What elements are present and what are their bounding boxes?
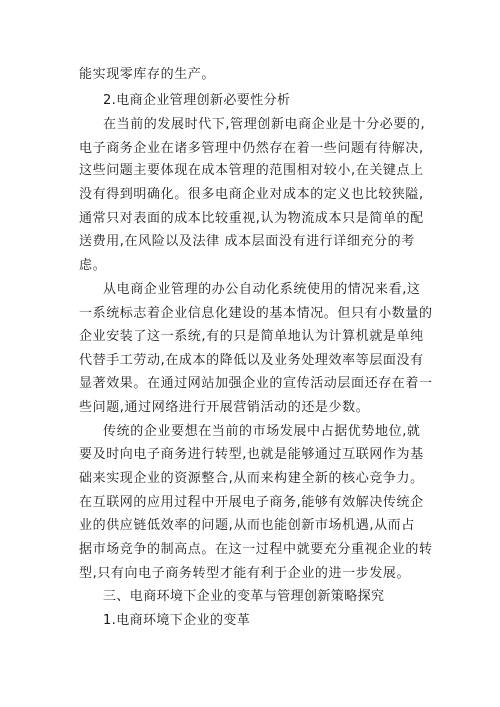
paragraph-line: 代替手工劳动,在成本的降低以及业务处理效率等层面没有 xyxy=(79,353,424,368)
paragraph-line: 一系统标志着企业信息化建设的基本情况。但只有小数量的 xyxy=(79,306,433,321)
paragraph-line: 这些问题主要体现在成本管理的范围相对较小,在关键点上 xyxy=(79,163,424,178)
paragraph-line: 电子商务企业在诸多管理中仍然存在着一些问题有待解决, xyxy=(79,141,424,156)
paragraph-line: 在当前的发展时代下,管理创新电商企业是十分必要的, xyxy=(103,117,426,132)
paragraph-line: 虑。 xyxy=(79,258,107,273)
paragraph-line: 要及时向电子商务进行转型,也就是能够通过互联网作为基 xyxy=(79,447,424,462)
section-heading: 1.电商环境下企业的变革 xyxy=(103,613,251,628)
paragraph-line: 企业安装了这一系统,有的只是简单地认为计算机就是单纯 xyxy=(79,329,424,344)
paragraph-line: 从电商企业管理的办公自动化系统使用的情况来看,这 xyxy=(103,282,421,297)
paragraph-line: 没有得到明确化。很多电商企业对成本的定义也比较狭隘, xyxy=(79,187,424,202)
section-heading: 三、电商环境下企业的变革与管理创新策略探究 xyxy=(103,589,385,604)
paragraph-line: 在互联网的应用过程中开展电子商务,能够有效解决传统企 xyxy=(79,495,424,510)
paragraph-line: 显著效果。在通过网站加强企业的宣传活动层面还存在着一 xyxy=(79,376,433,391)
paragraph-line: 础来实现企业的资源整合,从而来构建全新的核心竞争力。 xyxy=(79,471,424,486)
section-heading: 2.电商企业管理创新必要性分析 xyxy=(103,93,291,108)
text-line: 能实现零库存的生产。 xyxy=(79,67,216,82)
paragraph-line: 通常只对表面的成本比较重视,认为物流成本只是简单的配 xyxy=(79,211,424,226)
paragraph-line: 些问题,通过网络进行开展营销活动的还是少数。 xyxy=(79,400,370,415)
paragraph-line: 业的供应链低效率的问题,从而也能创新市场机遇,从而占 xyxy=(79,518,415,533)
paragraph-line: 传统的企业要想在当前的市场发展中占据优势地位,就 xyxy=(103,424,421,439)
paragraph-line: 送费用,在风险以及法律 成本层面没有进行详细充分的考 xyxy=(79,234,415,249)
paragraph-line: 据市场竞争的制高点。在这一过程中就要充分重视企业的转 xyxy=(79,542,433,557)
paragraph-line: 型,只有向电子商务转型才能有利于企业的进一步发展。 xyxy=(79,566,411,581)
